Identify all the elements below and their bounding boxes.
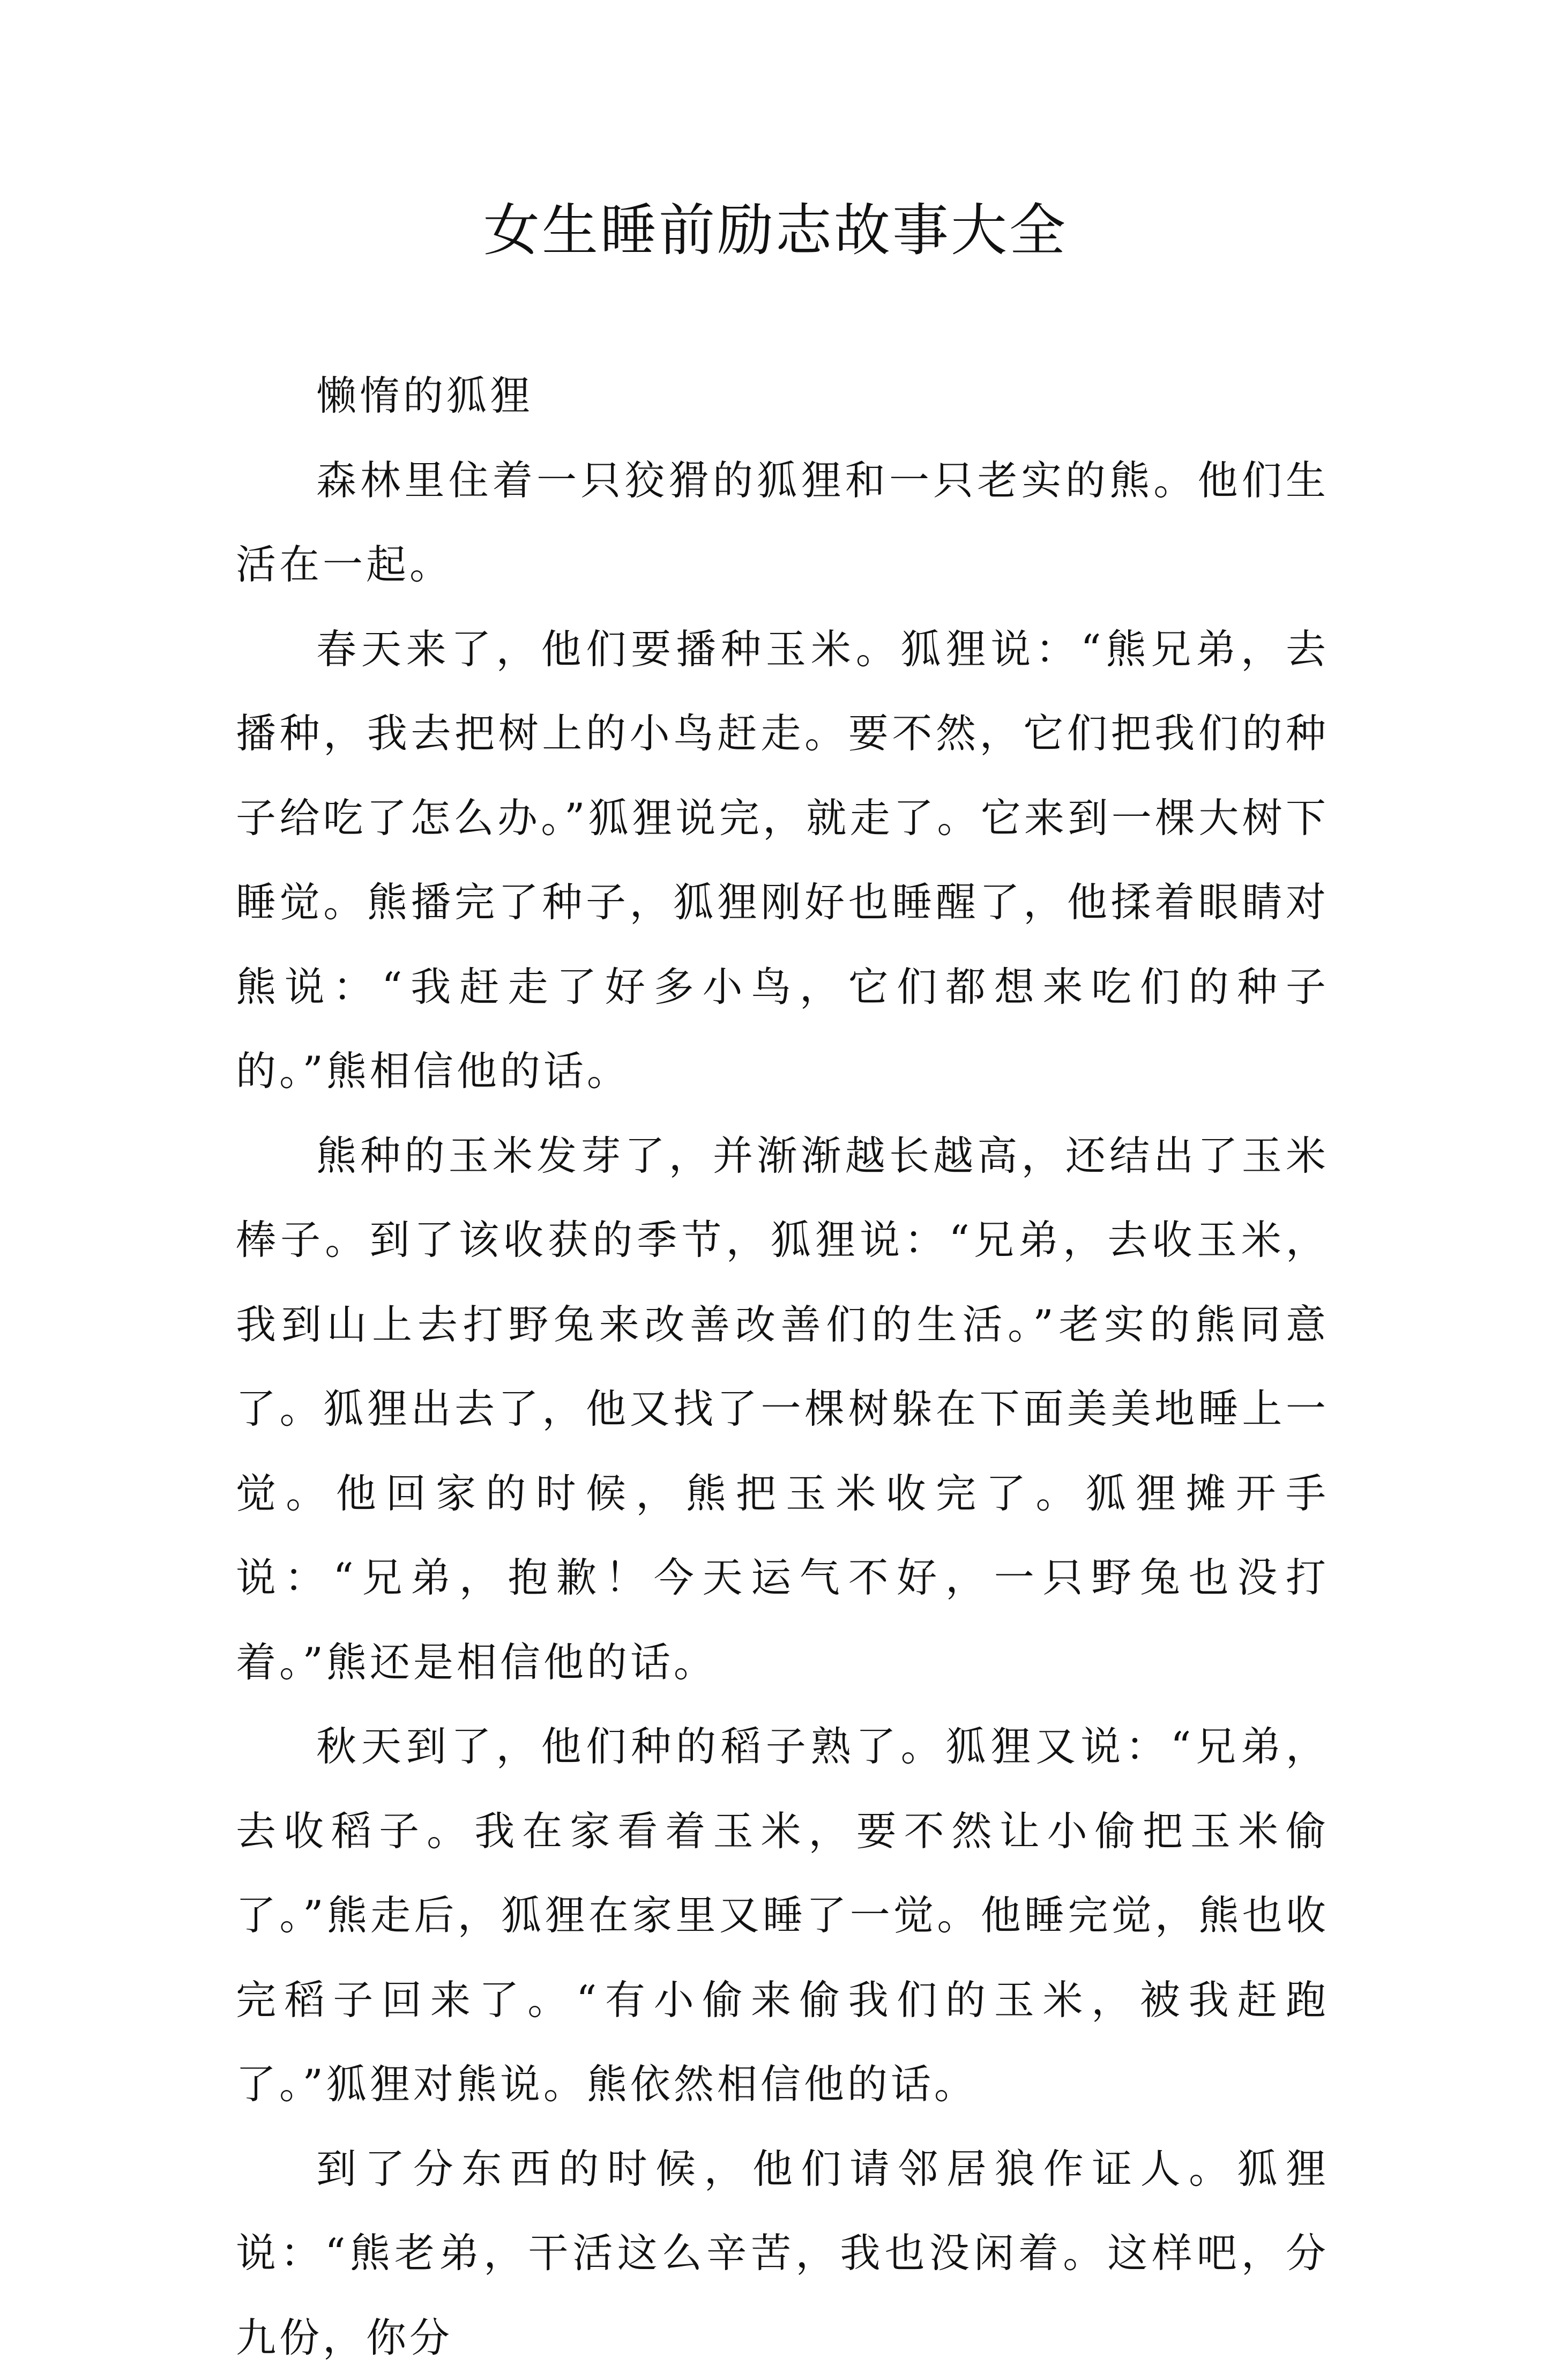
paragraph: 森林里住着一只狡猾的狐狸和一只老实的熊。他们生活在一起。 xyxy=(236,438,1329,607)
document-title: 女生睡前励志故事大全 xyxy=(0,190,1551,271)
paragraph: 熊种的玉米发芽了，并渐渐越长越高，还结出了玉米棒子。到了该收获的季节，狐狸说：“兄弟，去收玉米，我到山上去打野兔来改善改善们的生活。”老实的熊同意了。狐狸出去了，他又找了一棵树躲在下面美美地睡上一觉。他回家的时候，熊把玉米收完了。狐狸摊开手说：“兄弟，抱歉！今天运气不好，一只野兔也没打着。”熊还是相信他的话。 xyxy=(236,1114,1329,1705)
paragraph: 秋天到了，他们种的稻子熟了。狐狸又说：“兄弟，去收稻子。我在家看着玉米，要不然让小偷把玉米偷了。”熊走后，狐狸在家里又睡了一觉。他睡完觉，熊也收完稻子回来了。“有小偷来偷我们的玉米，被我赶跑了。”狐狸对熊说。熊依然相信他的话。 xyxy=(236,1705,1329,2127)
paragraph: 到了分东西的时候，他们请邻居狼作证人。狐狸说：“熊老弟，干活这么辛苦，我也没闲着。这样吧，分九份，你分 xyxy=(236,2127,1329,2380)
story-heading: 懒惰的狐狸 xyxy=(236,354,1329,438)
paragraph: 春天来了，他们要播种玉米。狐狸说：“熊兄弟，去播种，我去把树上的小鸟赶走。要不然，它们把我们的种子给吃了怎么办。”狐狸说完，就走了。它来到一棵大树下睡觉。熊播完了种子，狐狸刚好也睡醒了，他揉着眼睛对熊说：“我赶走了好多小鸟，它们都想来吃们的种子的。”熊相信他的话。 xyxy=(236,607,1329,1114)
document-body xyxy=(236,354,1329,2380)
